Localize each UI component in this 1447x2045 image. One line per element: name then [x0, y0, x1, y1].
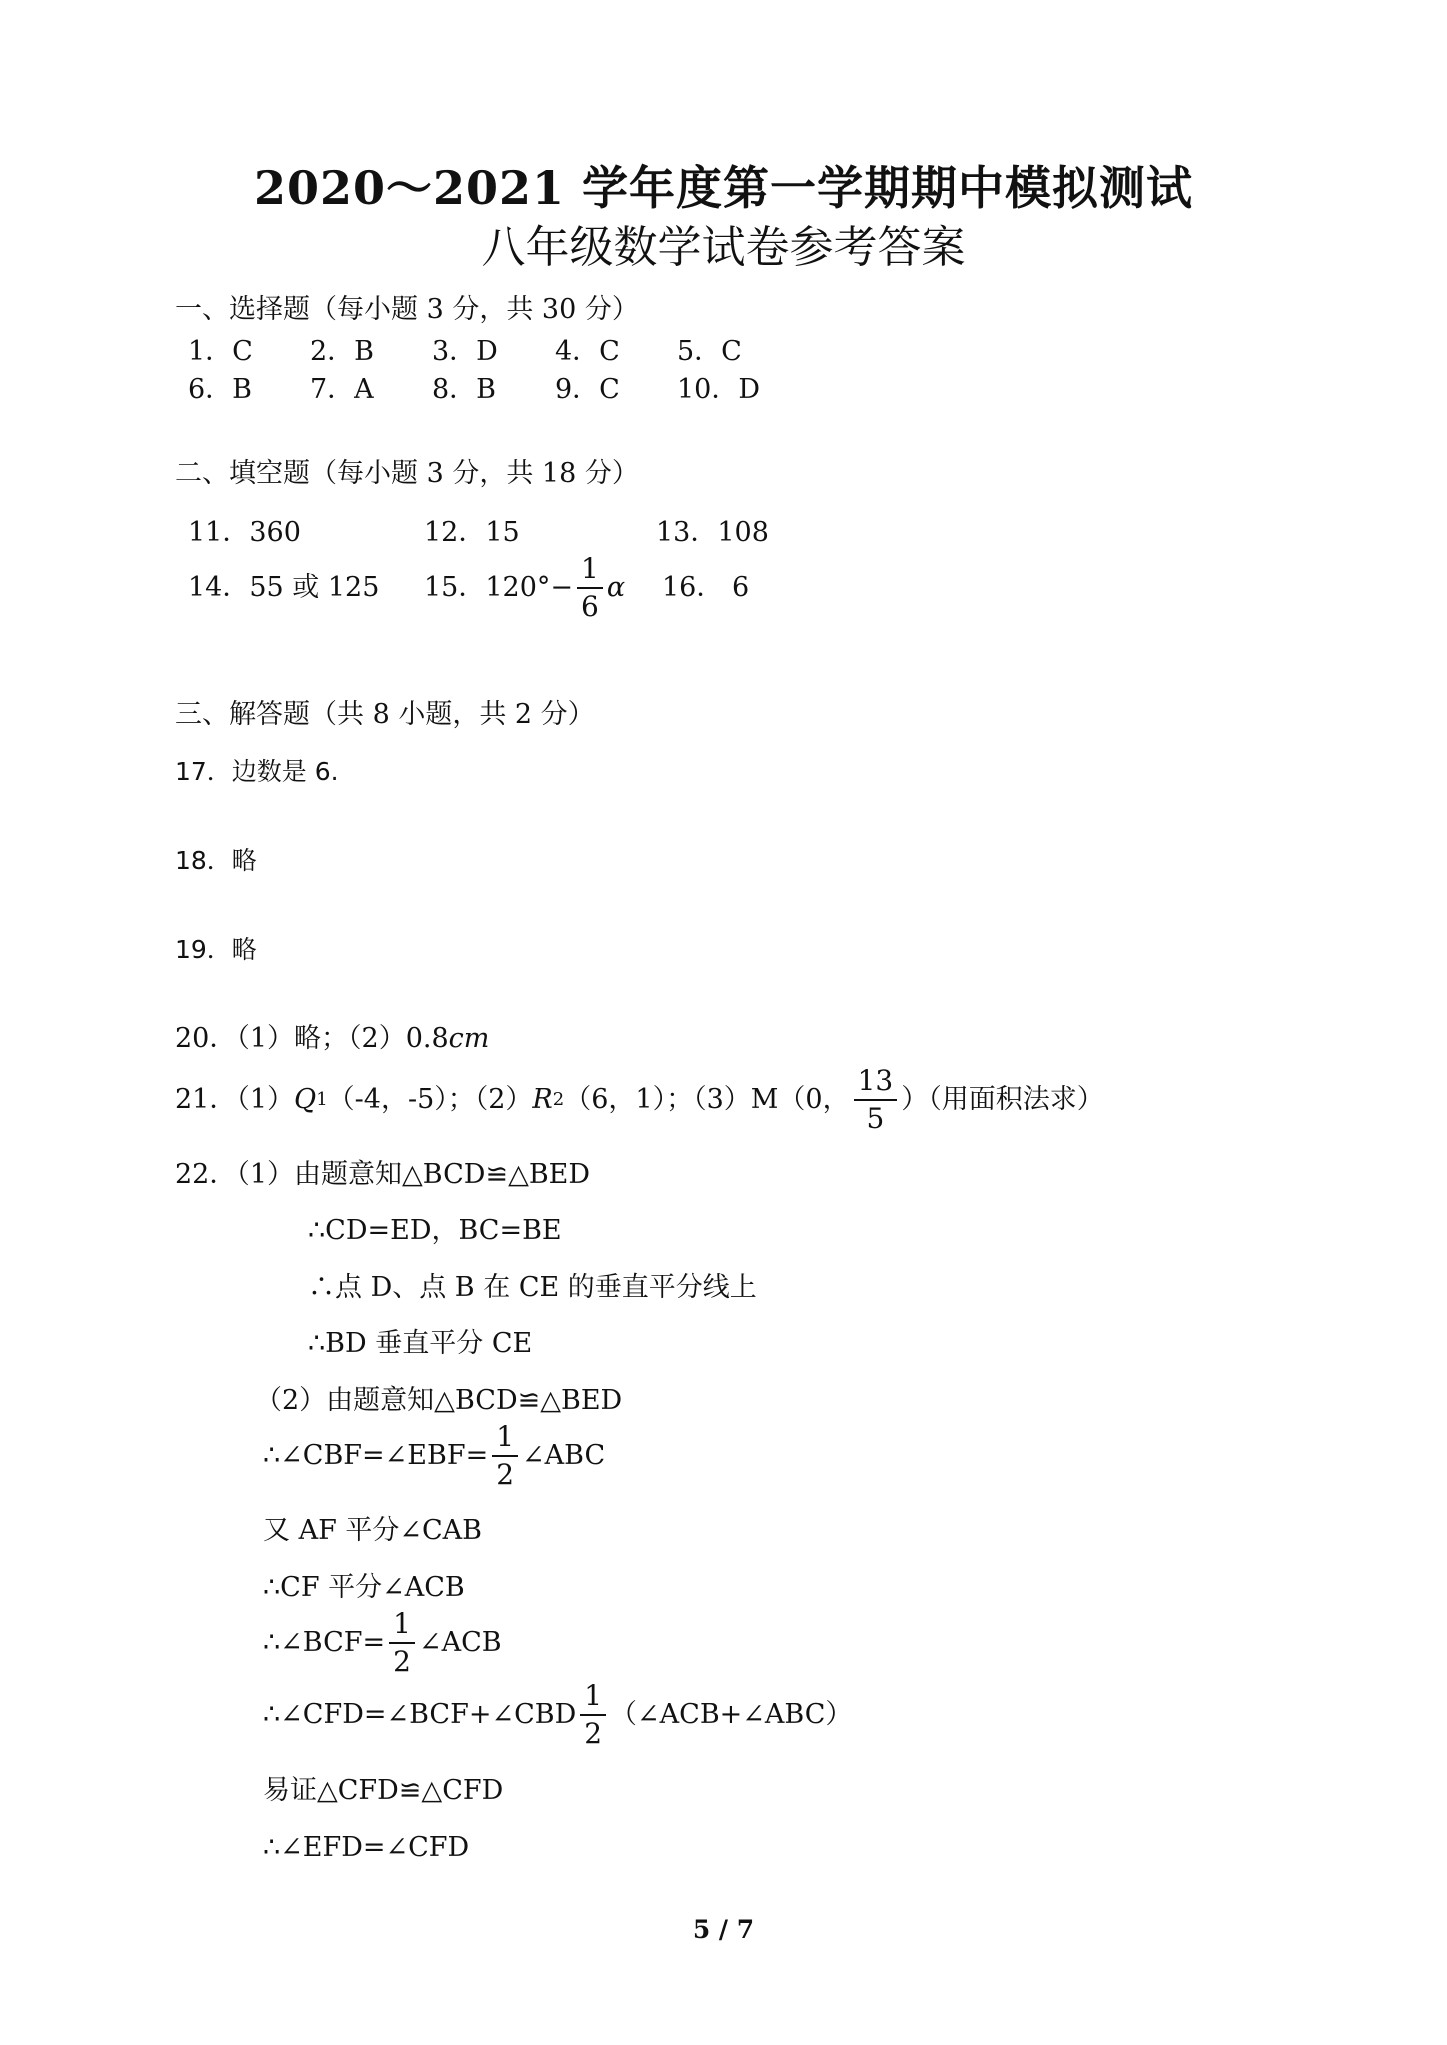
answer-8: 8．B	[432, 374, 497, 405]
section2-heading: 二、填空题（每小题 3 分，共 18 分）	[175, 458, 639, 489]
answer-22-line5: （2）由题意知△BCD≌△BED	[255, 1385, 623, 1416]
answer-22-line8: ∴CF 平分∠ACB	[263, 1572, 465, 1603]
answer-21-part1: 21．（1）	[175, 1084, 295, 1115]
line6-prefix: ∴∠CBF=∠EBF=	[263, 1440, 489, 1471]
answer-11: 11．360	[188, 517, 301, 548]
point-r: R	[532, 1084, 553, 1115]
answer-14: 14．55 或 125	[188, 572, 380, 603]
answer-16: 16． 6	[662, 572, 750, 603]
point-q-subscript: 1	[316, 1089, 328, 1110]
answer-15	[424, 548, 625, 628]
line10-prefix: ∴∠CFD=∠BCF+∠CBD	[263, 1699, 577, 1730]
fraction-numerator: 1	[389, 1610, 415, 1644]
fraction-denominator: 2	[496, 1458, 515, 1491]
answer-22-line9	[263, 1603, 502, 1683]
answer-21	[175, 1060, 1104, 1140]
answer-9: 9．C	[555, 374, 620, 405]
unit-cm: cm	[448, 1023, 490, 1054]
fraction-numerator: 13	[854, 1067, 898, 1101]
line10-suffix: （∠ACB+∠ABC）	[610, 1699, 853, 1730]
answer-22-line2: ∴CD=ED，BC=BE	[308, 1215, 562, 1246]
answer-17: 17．边数是 6.	[175, 757, 339, 786]
answer-20	[175, 1021, 489, 1057]
fraction-numerator: 1	[577, 555, 603, 589]
line9-prefix: ∴∠BCF=	[263, 1627, 386, 1658]
answer-22-line6	[263, 1416, 605, 1496]
fraction-denominator: 5	[866, 1102, 885, 1135]
section3-heading: 三、解答题（共 8 小题，共 2 分）	[175, 699, 595, 730]
section1-heading: 一、选择题（每小题 3 分，共 30 分）	[175, 294, 639, 325]
answer-10: 10．D	[677, 374, 761, 405]
point-q: Q	[294, 1084, 317, 1115]
answer-22-line11: 易证△CFD≌△CFD	[263, 1775, 504, 1806]
answer-22-line12: ∴∠EFD=∠CFD	[263, 1832, 470, 1863]
fraction-numerator: 1	[492, 1423, 518, 1457]
page-number: 5 / 7	[692, 1915, 755, 1944]
answer-4: 4．C	[555, 336, 620, 367]
answer-5: 5．C	[677, 336, 742, 367]
answer-3: 3．D	[432, 336, 498, 367]
answer-21-part3: （6，1）；（3）M（0，	[564, 1084, 850, 1115]
answer-22-line3: ∴点 D、点 B 在 CE 的垂直平分线上	[308, 1272, 757, 1303]
fraction-denominator: 2	[393, 1645, 411, 1678]
answer-1: 1．C	[188, 336, 253, 367]
fraction-one-half	[492, 1420, 518, 1491]
line6-suffix: ∠ABC	[522, 1440, 606, 1471]
answer-12: 12．15	[424, 517, 520, 548]
answer-21-part2: （-4，-5）；（2）	[327, 1084, 533, 1115]
document-subtitle: 八年级数学试卷参考答案	[481, 222, 966, 273]
fraction-thirteen-fifths	[854, 1064, 898, 1135]
answer-22-line7: 又 AF 平分∠CAB	[263, 1515, 483, 1546]
fraction-one-half	[580, 1679, 606, 1750]
document-title: 2020～2021 学年度第一学期期中模拟测试	[253, 161, 1194, 215]
answer-22-line1: 22．（1）由题意知△BCD≌△BED	[175, 1159, 591, 1190]
fraction-one-sixth	[577, 552, 603, 623]
fraction-denominator: 2	[584, 1717, 603, 1750]
point-r-subscript: 2	[552, 1089, 565, 1110]
alpha-symbol: α	[606, 572, 626, 603]
answer-20-text: 20．（1）略；（2）0.8	[175, 1023, 449, 1054]
fraction-numerator: 1	[580, 1682, 606, 1716]
answer-15-prefix: 15．120°−	[424, 572, 574, 603]
answer-18: 18．略	[175, 846, 257, 875]
answer-22-line10	[263, 1675, 852, 1755]
fraction-one-half	[389, 1607, 415, 1678]
answer-19: 19．略	[175, 935, 257, 964]
answer-22-line4: ∴BD 垂直平分 CE	[308, 1328, 533, 1359]
answer-6: 6．B	[188, 374, 253, 405]
answer-7: 7．A	[310, 374, 374, 405]
fraction-denominator: 6	[581, 590, 599, 623]
line9-suffix: ∠ACB	[419, 1627, 502, 1658]
answer-13: 13．108	[656, 517, 769, 548]
answer-21-part4: ）（用面积法求）	[901, 1084, 1104, 1115]
answer-2: 2．B	[310, 336, 375, 367]
